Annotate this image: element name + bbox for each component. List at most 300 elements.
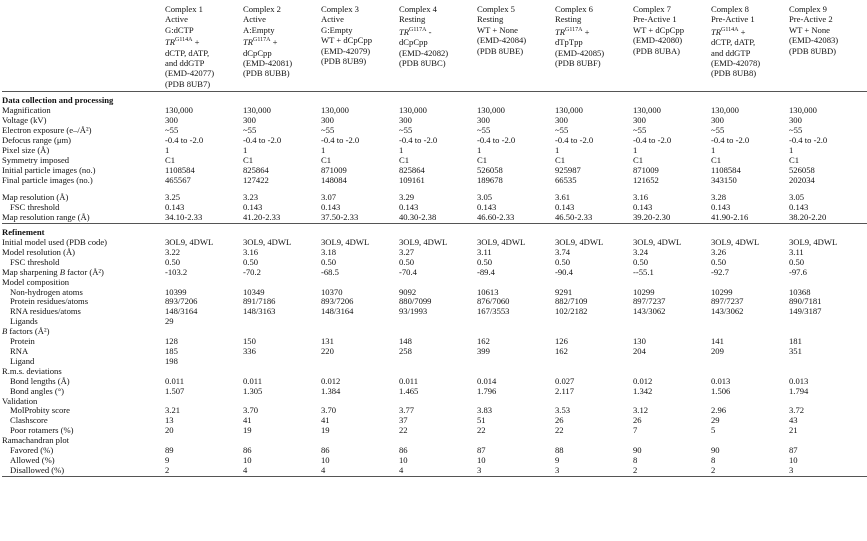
table-cell <box>321 367 399 377</box>
table-cell: -0.4 to -2.0 <box>789 135 828 145</box>
row-label: Bond angles (°) <box>10 386 65 396</box>
table-cell: 3.70 <box>243 406 259 416</box>
table-row <box>2 337 867 347</box>
table-cell: -68.5 <box>321 267 339 277</box>
complex-condition-line: dCpCpp <box>243 47 272 58</box>
table-row <box>2 456 867 466</box>
table-cell: 43 <box>789 416 798 426</box>
table-cell <box>555 317 633 327</box>
table-cell: 3.72 <box>789 406 805 416</box>
table-cell <box>165 436 243 446</box>
table-cell: 102/2182 <box>555 307 588 317</box>
table-cell: 130,000 <box>243 106 271 116</box>
table-cell <box>243 397 321 407</box>
table-cell: 130,000 <box>477 106 505 116</box>
table-row <box>2 268 867 278</box>
table-cell: 198 <box>165 356 178 366</box>
table-cell: 20 <box>165 426 174 436</box>
table-row <box>2 466 867 476</box>
construct-prefix: TR <box>165 37 176 48</box>
table-cell: 893/7206 <box>165 297 198 307</box>
complex-condition-line: WT + dCpCpp <box>321 35 373 46</box>
row-label: Validation <box>2 396 38 406</box>
table-cell <box>711 367 789 377</box>
table-cell <box>555 327 633 337</box>
table-cell: 202034 <box>789 175 815 185</box>
table-cell: -0.4 to -2.0 <box>243 135 282 145</box>
table-cell: 10349 <box>243 287 265 297</box>
row-label: MolProbity score <box>10 406 70 416</box>
complex-condition-line: dCTP, dATP, <box>165 47 210 58</box>
table-row <box>2 193 867 203</box>
row-label: Model resolution (Å) <box>2 247 76 257</box>
table-cell: 3OL9, 4DWL <box>711 238 760 248</box>
table-cell: 204 <box>633 347 646 356</box>
table-cell: C1 <box>165 155 176 165</box>
table-cell: 141 <box>711 337 724 347</box>
complex-name: Complex 6 <box>555 4 593 14</box>
table-cell: 130,000 <box>165 106 193 116</box>
table-cell: 3.61 <box>555 193 571 203</box>
table-cell: 2 <box>711 465 716 475</box>
table-cell: 1 <box>321 145 326 155</box>
table-cell: 86 <box>243 446 252 456</box>
table-cell: 3.83 <box>477 406 493 416</box>
table-row <box>2 397 867 407</box>
table-cell: 22 <box>477 426 486 436</box>
complex-ligand-state: A:Empty <box>243 24 275 35</box>
table-cell: 3OL9, 4DWL <box>243 238 292 248</box>
table-cell <box>789 436 867 446</box>
table-cell <box>321 357 399 367</box>
row-label: RNA residues/atoms <box>10 307 81 317</box>
section-data-collection-title: Data collection and processing <box>2 95 114 106</box>
table-cell: 26 <box>555 416 564 426</box>
complex-header-8 <box>711 2 789 92</box>
table-cell: 3.27 <box>399 247 415 257</box>
table-cell: 4 <box>399 465 404 475</box>
table-cell: 3OL9, 4DWL <box>633 238 682 248</box>
cryoem-statistics-table <box>2 2 867 477</box>
table-cell: 0.011 <box>165 376 185 386</box>
table-row <box>2 446 867 456</box>
table-cell <box>555 357 633 367</box>
table-cell: 86 <box>321 446 330 456</box>
row-label: R.m.s. deviations <box>2 366 62 376</box>
table-cell: 300 <box>243 116 256 126</box>
table-cell: 38.20-2.20 <box>789 213 827 223</box>
table-cell <box>633 436 711 446</box>
table-row <box>2 176 867 186</box>
complex-condition-line: WT + None <box>477 24 518 35</box>
row-label: Favored (%) <box>10 446 54 456</box>
table-cell: -0.4 to -2.0 <box>633 135 672 145</box>
table-cell: 882/7109 <box>555 297 588 307</box>
table-cell <box>555 436 633 446</box>
construct-suffix: + <box>270 37 278 48</box>
table-cell <box>711 278 789 288</box>
table-cell: 1.384 <box>321 386 341 396</box>
table-row <box>2 406 867 416</box>
table-cell <box>477 327 555 337</box>
table-cell: 148/3163 <box>243 307 276 317</box>
complex-header-9 <box>789 2 867 92</box>
row-label: Poor rotamers (%) <box>10 426 74 436</box>
table-cell <box>477 436 555 446</box>
table-cell: 3.22 <box>165 247 181 257</box>
table-cell: -90.4 <box>555 267 573 277</box>
complex-condition-line: WT + None <box>789 24 830 35</box>
table-cell: ~55 <box>321 125 335 135</box>
table-cell: 0.011 <box>243 376 263 386</box>
table-cell: 90 <box>633 446 642 456</box>
table-cell: 46.50-2.33 <box>555 213 593 223</box>
complex-name: Complex 4 <box>399 4 437 14</box>
table-row <box>2 203 867 213</box>
table-body <box>2 92 867 477</box>
table-cell: 9092 <box>399 287 417 297</box>
complex-name: Complex 3 <box>321 4 359 14</box>
table-cell <box>789 278 867 288</box>
table-cell: 143/3062 <box>633 307 666 317</box>
table-cell: 66535 <box>555 175 577 185</box>
table-cell: 162 <box>477 337 490 347</box>
table-cell: 3.21 <box>165 406 181 416</box>
table-cell: ~55 <box>477 125 491 135</box>
emd-accession: (EMD-42078) <box>711 58 761 69</box>
emd-accession: (EMD-42084) <box>477 35 527 46</box>
row-label: Initial particle images (no.) <box>2 165 96 175</box>
table-cell: 0.50 <box>711 257 727 267</box>
complex-condition-line: dCTP, dATP, <box>711 37 756 48</box>
table-cell <box>789 397 867 407</box>
table-cell: 2.117 <box>555 386 575 396</box>
table-cell: 3.29 <box>399 193 415 203</box>
table-row <box>2 238 867 248</box>
table-cell: 1 <box>399 145 404 155</box>
table-cell: 465567 <box>165 175 191 185</box>
table-cell <box>243 367 321 377</box>
complex-header-4 <box>399 2 477 92</box>
table-cell <box>321 327 399 337</box>
table-cell: 3 <box>555 465 560 475</box>
table-row <box>2 436 867 446</box>
table-cell: 88 <box>555 446 564 456</box>
complex-state: Active <box>321 14 344 25</box>
table-cell: 87 <box>477 446 486 456</box>
table-cell: 526058 <box>789 165 815 175</box>
table-cell: 3OL9, 4DWL <box>399 238 448 248</box>
table-cell: 0.143 <box>243 203 263 213</box>
mutation-superscript: G117A <box>253 37 271 44</box>
table-cell: 336 <box>243 347 256 356</box>
table-cell: 5 <box>711 426 716 436</box>
pdb-accession: (PDB 8UBD) <box>789 45 837 56</box>
table-row <box>2 426 867 436</box>
table-row <box>2 166 867 176</box>
table-cell: -70.4 <box>399 267 417 277</box>
table-cell: C1 <box>321 155 332 165</box>
complex-condition-line: WT + dCpCpp <box>633 24 685 35</box>
table-cell: 93/1993 <box>399 307 428 317</box>
pdb-accession: (PDB 8UBA) <box>633 45 681 56</box>
table-cell <box>477 367 555 377</box>
table-cell: 13 <box>165 416 174 426</box>
section-data-collection-row <box>2 92 867 106</box>
table-cell <box>789 327 867 337</box>
table-cell: 189678 <box>477 175 503 185</box>
row-label: Protein <box>10 337 35 347</box>
table-cell: 300 <box>477 116 490 126</box>
complex-header-2 <box>243 2 321 92</box>
table-cell: 0.027 <box>555 376 575 386</box>
emd-accession: (EMD-42081) <box>243 58 293 69</box>
table-cell: 0.014 <box>477 376 497 386</box>
emd-accession: (EMD-42079) <box>321 45 371 56</box>
row-label: Map resolution range (Å) <box>2 213 90 223</box>
table-cell: 89 <box>165 446 174 456</box>
table-row <box>2 136 867 146</box>
table-cell: -0.4 to -2.0 <box>477 135 516 145</box>
table-cell: 131 <box>321 337 334 347</box>
table-cell: 526058 <box>477 165 503 175</box>
table-cell <box>399 327 477 337</box>
table-row <box>2 387 867 397</box>
table-cell: 4 <box>321 465 326 475</box>
table-cell <box>633 317 711 327</box>
table-cell: 10370 <box>321 287 343 297</box>
complex-state: Active <box>165 14 188 25</box>
table-cell: 3.70 <box>321 406 337 416</box>
table-row <box>2 156 867 166</box>
table-cell: 1 <box>711 145 716 155</box>
table-cell: 21 <box>789 426 798 436</box>
table-cell: ~55 <box>399 125 413 135</box>
table-cell <box>399 317 477 327</box>
table-cell: C1 <box>789 155 800 165</box>
row-label: Ligands <box>10 317 38 327</box>
table-row <box>2 317 867 327</box>
table-row <box>2 297 867 307</box>
table-cell: -103.2 <box>165 267 188 277</box>
table-cell: 1 <box>243 145 248 155</box>
table-cell: 0.143 <box>633 203 653 213</box>
table-cell: 0.50 <box>633 257 649 267</box>
table-cell: 1 <box>789 145 794 155</box>
table-cell: 925987 <box>555 165 581 175</box>
table-cell: 3.16 <box>633 193 649 203</box>
complex-name: Complex 8 <box>711 4 749 14</box>
table-cell <box>555 278 633 288</box>
table-cell: 41.20-2.33 <box>243 213 281 223</box>
table-row <box>2 146 867 156</box>
mutation-superscript: G117A <box>409 26 427 33</box>
table-cell <box>633 367 711 377</box>
table-cell: 351 <box>789 347 802 356</box>
table-row <box>2 106 867 116</box>
row-label: Allowed (%) <box>10 455 55 465</box>
table-cell: 41.90-2.16 <box>711 213 749 223</box>
pdb-accession: (PDB 8UB9) <box>321 56 367 67</box>
table-cell: ~55 <box>243 125 257 135</box>
table-cell: 891/7186 <box>243 297 276 307</box>
table-cell: -89.4 <box>477 267 495 277</box>
table-cell: 3OL9, 4DWL <box>555 238 604 248</box>
table-cell: 130 <box>633 337 646 347</box>
table-cell: 2 <box>633 465 638 475</box>
table-cell: 9 <box>555 455 560 465</box>
table-cell <box>633 278 711 288</box>
table-cell <box>243 317 321 327</box>
table-cell: 10299 <box>633 287 655 297</box>
table-cell: 3.24 <box>633 247 649 257</box>
table-cell: 0.50 <box>789 257 805 267</box>
pdb-accession: (PDB 8UBF) <box>555 58 601 69</box>
table-cell: ~55 <box>711 125 725 135</box>
table-cell: 10 <box>321 455 330 465</box>
pdb-accession: (PDB 8UB8) <box>711 68 757 79</box>
row-label: RNA <box>10 347 29 356</box>
emd-accession: (EMD-42082) <box>399 47 449 58</box>
table-cell <box>711 436 789 446</box>
table-cell: 10 <box>399 455 408 465</box>
table-cell: 10 <box>789 455 798 465</box>
table-cell: 3OL9, 4DWL <box>789 238 838 248</box>
table-cell: 150 <box>243 337 256 347</box>
table-cell: 3OL9, 4DWL <box>321 238 370 248</box>
table-cell: 0.50 <box>165 257 181 267</box>
table-cell: 29 <box>165 317 174 327</box>
row-label: Disallowed (%) <box>10 465 65 475</box>
complex-condition-line: and ddGTP <box>711 47 751 58</box>
table-cell: 148084 <box>321 175 347 185</box>
row-label: FSC threshold <box>10 257 60 267</box>
construct-suffix: + <box>738 26 746 37</box>
table-cell <box>555 397 633 407</box>
table-cell <box>711 357 789 367</box>
table-cell: 3.77 <box>399 406 415 416</box>
table-cell: 3.25 <box>165 193 181 203</box>
table-cell: 3.53 <box>555 406 571 416</box>
table-cell: 127422 <box>243 175 269 185</box>
table-cell <box>399 278 477 288</box>
spacer-cell <box>2 185 867 193</box>
table-cell <box>243 278 321 288</box>
table-cell: 34.10-2.33 <box>165 213 203 223</box>
section-refinement-title: Refinement <box>2 227 45 238</box>
table-cell: 300 <box>711 116 724 126</box>
table-cell: 300 <box>789 116 802 126</box>
complex-name: Complex 2 <box>243 4 281 14</box>
table-cell: 220 <box>321 347 334 356</box>
table-cell <box>633 397 711 407</box>
construct-prefix: TR <box>399 26 410 37</box>
row-label: FSC threshold <box>10 203 60 213</box>
table-cell: -70.2 <box>243 267 261 277</box>
table-cell: 4 <box>243 465 248 475</box>
row-label: Ligand <box>10 356 35 366</box>
table-cell: 29 <box>711 416 720 426</box>
row-label: Model composition <box>2 277 70 287</box>
table-cell: 130,000 <box>789 106 817 116</box>
emd-accession: (EMD-42085) <box>555 47 605 58</box>
complex-state: Pre-Active 1 <box>711 14 755 25</box>
table-cell <box>711 397 789 407</box>
table-cell: 3OL9, 4DWL <box>477 238 526 248</box>
table-cell: 121652 <box>633 175 659 185</box>
table-cell: 39.20-2.30 <box>633 213 671 223</box>
table-cell: 1108584 <box>711 165 741 175</box>
table-cell <box>789 357 867 367</box>
table-cell: 1108584 <box>165 165 195 175</box>
row-label: Protein residues/atoms <box>10 297 89 307</box>
table-cell <box>321 278 399 288</box>
table-cell: 399 <box>477 347 490 356</box>
table-cell: 300 <box>321 116 334 126</box>
row-label: Bond lengths (Å) <box>10 376 70 386</box>
table-cell: 1.507 <box>165 386 185 396</box>
table-cell: 3 <box>789 465 794 475</box>
complex-condition-line: dCpCpp <box>399 37 428 48</box>
table-cell: -0.4 to -2.0 <box>555 135 594 145</box>
table-row <box>2 248 867 258</box>
table-cell: 300 <box>555 116 568 126</box>
table-cell <box>321 317 399 327</box>
table-cell: 3.16 <box>243 247 259 257</box>
construct-suffix: - <box>426 26 432 37</box>
table-cell: 10299 <box>711 287 733 297</box>
complex-state: Pre-Active 1 <box>633 14 677 25</box>
spacer-row <box>2 185 867 193</box>
table-cell: 1.796 <box>477 386 497 396</box>
construct-prefix: TR <box>711 26 722 37</box>
b-symbol: B <box>2 327 8 337</box>
mutation-superscript: G114A <box>721 26 739 33</box>
pdb-accession: (PDB 8UB7) <box>165 78 211 89</box>
row-label: Map sharpening B factor (Å²) <box>2 267 104 277</box>
table-cell: 258 <box>399 347 412 356</box>
table-row <box>2 307 867 317</box>
table-cell: 0.143 <box>477 203 497 213</box>
row-label: Voltage (kV) <box>2 116 47 126</box>
table-cell: 181 <box>789 337 802 347</box>
table-cell: 897/7237 <box>633 297 666 307</box>
table-cell: 3.74 <box>555 247 571 257</box>
table-cell <box>555 367 633 377</box>
b-symbol: B <box>59 267 66 277</box>
table-cell: 880/7099 <box>399 297 432 307</box>
table-cell: C1 <box>555 155 566 165</box>
table-cell: 167/3553 <box>477 307 510 317</box>
table-cell: 0.50 <box>321 257 337 267</box>
row-label: Symmetry imposed <box>2 155 70 165</box>
row-label: Final particle images (no.) <box>2 175 93 185</box>
table-cell: 46.60-2.33 <box>477 213 515 223</box>
table-cell: 162 <box>555 347 568 356</box>
table-cell: 37 <box>399 416 408 426</box>
table-cell <box>399 357 477 367</box>
table-cell: C1 <box>711 155 722 165</box>
section-refinement-row <box>2 224 867 238</box>
table-cell: 41 <box>243 416 252 426</box>
table-cell: 0.50 <box>555 257 571 267</box>
table-cell: 37.50-2.33 <box>321 213 359 223</box>
complex-ligand-state: G:dCTP <box>165 24 194 35</box>
complex-state: Resting <box>477 14 504 25</box>
table-row <box>2 126 867 136</box>
table-cell: ~55 <box>165 125 179 135</box>
table-cell: 3OL9, 4DWL <box>165 238 214 248</box>
